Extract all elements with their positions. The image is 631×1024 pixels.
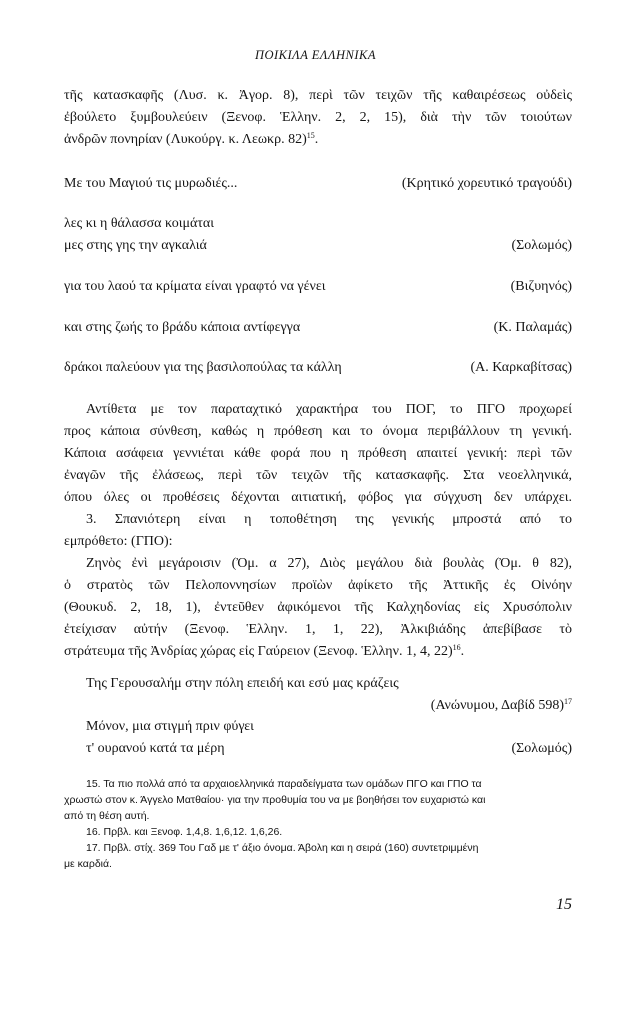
page-number: 15: [556, 896, 572, 913]
footnote-15-cont: από τη θέση αυτή.: [64, 810, 150, 822]
footnote-17-cont: με καρδιά.: [64, 858, 112, 870]
footnote-ref: 16: [452, 643, 461, 652]
footnote-ref: 17: [564, 697, 572, 706]
text-line: ὁ στρατὸς τῶν Πελοποννησίων προϊὼν ἀφίκετο τῆς Ἀττικῆς ἐς Οἰνόην: [64, 578, 572, 593]
quote-row: [86, 717, 572, 737]
text-line-content: ἀνδρῶν πονηρίαν (Λυκούργ. κ. Λεωκρ. 82): [64, 132, 307, 147]
quote-text: λες κι η θάλασσα κοιμάται: [64, 216, 215, 231]
text-line-content: στράτευμα τῆς Ἀνδρίας χώρας εἰς Γαύρειον (Ξενοφ. Ἑλλην. 1, 4, 22): [64, 644, 453, 659]
text-line: εμπρόθετο: (ΓΠΟ):: [64, 534, 173, 549]
text-line: ἐναγῶν τῆς ἐλάσεως, περὶ τῶν τειχῶν τῆς κατασκαφῆς. Στα νεοελληνικά,: [64, 468, 572, 483]
text-line: τῆς κατασκαφῆς (Λυσ. κ. Ἀγορ. 8), περὶ τῶν τειχῶν τῆς καθαιρέσεως οὐδεὶς: [64, 88, 572, 103]
quote-source: (Σολωμός): [511, 238, 572, 253]
text-line: ἐβούλετο ξυμβουλεύειν (Ξενοφ. Ἑλλην. 2, 2, 15), διὰ τὴν τῶν τοιούτων: [64, 110, 572, 125]
quote-row: [86, 739, 572, 759]
text-line: Κάποια ασάφεια γεννιέται κάθε φορά που η πρόθεση απαιτεί γενική: περὶ τῶν: [64, 446, 572, 461]
text-line: [64, 129, 572, 151]
footnote-15: 15. Τα πιο πολλά από τα αρχαιοελληνικά παραδείγματα των ομάδων ΠΓΟ και ΓΠΟ τα: [86, 778, 482, 790]
text-line: (Θουκυδ. 2, 18, 1), ἐντεῦθεν ἀφικόμενοι τῆς Καλχηδονίας εἰς Χρυσόπολιν: [64, 600, 572, 615]
quote-row: [64, 174, 572, 194]
quote-source: (Βιζυηνός): [510, 279, 572, 294]
quote-row: [64, 318, 572, 338]
text-line: προς κάποια σύνθεση, καθώς η πρόθεση και το όνομα περιβάλλουν τη γενική.: [64, 424, 572, 439]
quote-row: [64, 358, 572, 378]
quote-text: Με του Μαγιού τις μυρωδιές...: [64, 176, 238, 191]
quote-source: (Κ. Παλαμάς): [493, 320, 572, 335]
text-line: [64, 641, 572, 663]
quote-text: τ' ουρανού κατά τα μέρη: [86, 741, 225, 756]
footnotes: [64, 776, 572, 872]
text-line: 3. Σπανιότερη είναι η τοποθέτηση της γενικής μπροστά από το: [86, 512, 572, 527]
quote-source: (Α. Καρκαβίτσας): [470, 360, 572, 375]
quote-text: και στης ζωής το βράδυ κάποια αντίφεγγα: [64, 320, 301, 335]
quote-text: για του λαού τα κρίματα είναι γραφτό να γένει: [64, 279, 326, 294]
running-title: ΠΟΙΚΙΛΑ ΕΛΛΗΝΙΚΑ: [254, 48, 377, 62]
punctuation: .: [460, 644, 465, 659]
quote-source-text: (Ανώνυμου, Δαβίδ 598): [430, 698, 564, 713]
quote-row: [64, 277, 572, 297]
text-line: Αντίθετα με τον παραταχτικό χαρακτήρα του ΠΟΓ, το ΠΓΟ προχωρεί: [86, 402, 572, 417]
quote-text: μες στης γης την αγκαλιά: [64, 238, 207, 253]
text-line: ἐτείχισαν αὐτήν (Ξενοφ. Ἑλλην. 1, 1, 22), Ἀλκιβιάδης ἀπεβίβασε τὸ: [64, 622, 572, 637]
quote-source: [431, 696, 572, 716]
quote-text: Μόνον, μια στιγμή πριν φύγει: [86, 719, 254, 734]
body-paragraph: [64, 399, 572, 663]
intro-paragraph: [64, 85, 572, 151]
quote-row: [64, 214, 572, 234]
text-line: όπου όλες οι προθέσεις δέχονται αιτιατική, φόβος για σύγχυση δεν υπάρχει.: [64, 490, 572, 505]
punctuation: .: [314, 132, 319, 147]
footnote-17: 17. Πρβλ. στίχ. 369 Του Γαδ με τ' άξιο όνομα. Άβολη και η σειρά (160) συντετριμμένη: [86, 842, 479, 854]
footnote-16: 16. Πρβλ. και Ξενοφ. 1,4,8. 1,6,12. 1,6,26.: [86, 826, 283, 838]
quote-text: Της Γερουσαλήμ στην πόλη επειδή και εσύ μας κράζεις: [86, 676, 399, 691]
quote-row: [64, 236, 572, 256]
text-line: Ζηνὸς ἐνὶ μεγάροισιν (Ὀμ. α 27), Διὸς μεγάλου διὰ βουλὰς (Ὀμ. θ 82),: [86, 556, 572, 571]
quote-source: (Σολωμός): [511, 741, 572, 756]
quote-source: (Κρητικό χορευτικό τραγούδι): [401, 176, 572, 191]
footnote-ref: 15: [306, 131, 315, 140]
quote-text: δράκοι παλεύουν για της βασιλοπούλας τα κάλλη: [64, 360, 342, 375]
footnote-15-cont: χρωστώ στον κ. Άγγελο Ματθαίου· για την προθυμία του να με βοηθήσει τον ευχαριστώ και: [64, 794, 486, 806]
quote-row: [86, 674, 572, 694]
